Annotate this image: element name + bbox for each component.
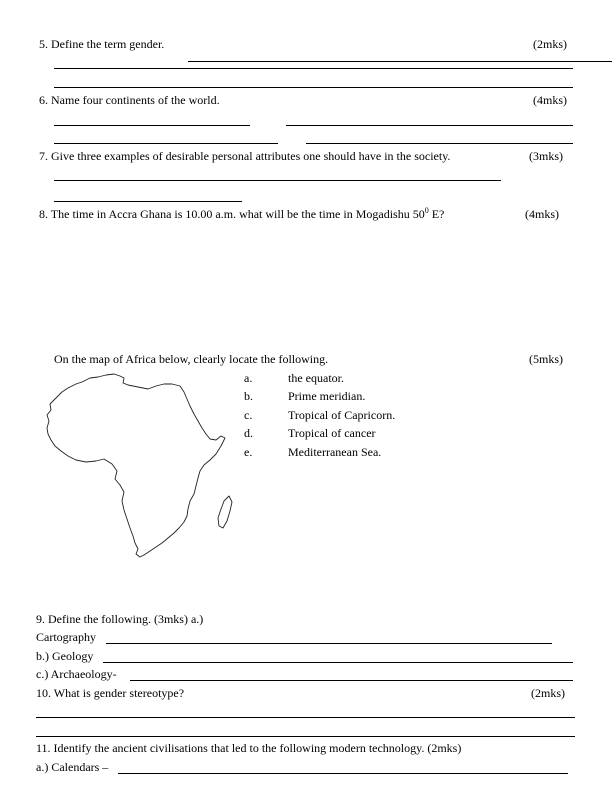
answer-line[interactable] (54, 87, 573, 88)
answer-line[interactable] (54, 125, 250, 126)
answer-line[interactable] (54, 143, 278, 144)
answer-line[interactable] (130, 680, 573, 681)
question-7-text: 7. Give three examples of desirable personal attributes one should have in the society. (39, 149, 451, 163)
question-9-text: 9. Define the following. (3mks) a.) (36, 612, 204, 626)
question-9a-label: Cartography (36, 630, 96, 644)
question-9c-label: c.) Archaeology- (36, 667, 117, 681)
map-question-marks: (5mks) (529, 352, 563, 366)
question-9b-label: b.) Geology (36, 649, 94, 663)
answer-line[interactable] (54, 68, 573, 69)
map-item-label: the equator. (288, 371, 344, 385)
question-8-text: 8. The time in Accra Ghana is 10.00 a.m. what will be the time in Mogadishu $50^0$ E? (39, 206, 445, 221)
map-item-letter: d. (244, 426, 253, 440)
map-item-label: Tropical of cancer (288, 426, 376, 440)
question-6-marks: (4mks) (533, 93, 567, 107)
map-question-text: On the map of Africa below, clearly locate the following. (54, 352, 329, 366)
answer-line[interactable] (54, 201, 242, 202)
map-item-label: Tropical of Capricorn. (288, 408, 396, 422)
answer-line[interactable] (306, 143, 573, 144)
question-5-marks: (2mks) (533, 37, 567, 51)
answer-line[interactable] (106, 643, 552, 644)
madagascar-outline (218, 496, 232, 528)
degree-superscript: 0 (424, 206, 429, 215)
answer-line[interactable] (118, 773, 568, 774)
africa-outline (47, 374, 225, 557)
africa-map (38, 368, 244, 564)
question-7-marks: (3mks) (529, 149, 563, 163)
question-8-marks: (4mks) (525, 207, 559, 221)
answer-line[interactable] (36, 736, 575, 737)
question-10-text: 10. What is gender stereotype? (36, 686, 185, 700)
question-10-marks: (2mks) (531, 686, 565, 700)
question-6-text: 6. Name four continents of the world. (39, 93, 220, 107)
question-11a-label: a.) Calendars – (36, 760, 109, 774)
answer-line[interactable] (54, 180, 501, 181)
answer-line[interactable] (103, 662, 573, 663)
map-item-letter: c. (244, 408, 253, 422)
question-5-text: 5. Define the term gender. (39, 37, 165, 51)
map-item-label: Prime meridian. (288, 389, 366, 403)
map-item-letter: e. (244, 445, 253, 459)
map-item-label: Mediterranean Sea. (288, 445, 382, 459)
answer-line[interactable] (36, 717, 575, 718)
map-item-letter: b. (244, 389, 253, 403)
answer-line[interactable] (188, 61, 612, 62)
map-item-letter: a. (244, 371, 253, 385)
question-11-text: 11. Identify the ancient civilisations that led to the following modern technology. (2mks) (36, 741, 462, 755)
answer-line[interactable] (286, 125, 573, 126)
